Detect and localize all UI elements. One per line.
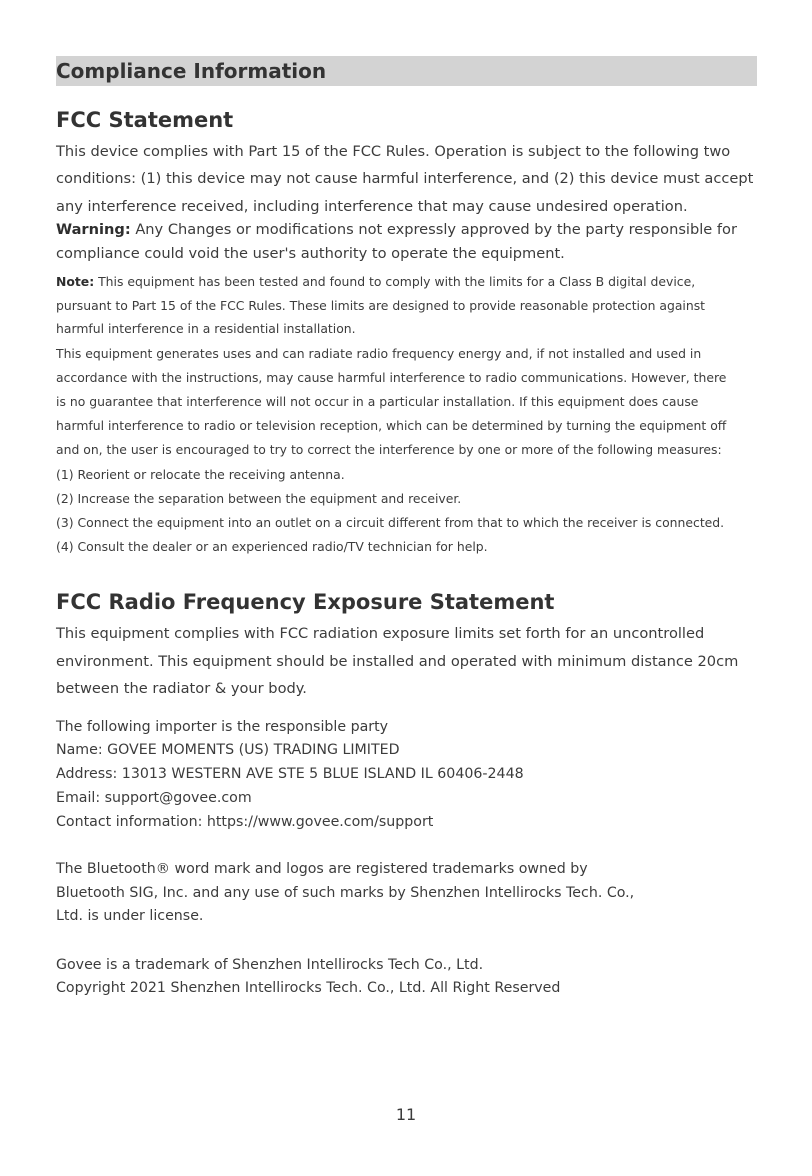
- warning-label: Warning:: [56, 221, 131, 238]
- note-body-line: harmful interference in a residential installation.: [56, 321, 356, 336]
- importer-email: Email: support@govee.com: [56, 790, 252, 806]
- note-label: Note:: [56, 274, 95, 289]
- measure-item: (4) Consult the dealer or an experienced radio/TV technician for help.: [56, 539, 488, 554]
- bluetooth-line: Ltd. is under license.: [56, 908, 204, 924]
- note-body-line: and on, the user is encouraged to try to correct the interference by one or more of the following measures:: [56, 442, 722, 457]
- measure-item: (1) Reorient or relocate the receiving antenna.: [56, 467, 345, 482]
- fcc-statement-heading: FCC Statement: [56, 108, 234, 132]
- bluetooth-line: Bluetooth SIG, Inc. and any use of such marks by Shenzhen Intellirocks Tech. Co.,: [56, 885, 635, 901]
- note-body-line: is no guarantee that interference will not occur in a particular installation. If this equipment does cause: [56, 394, 699, 409]
- note-body-line: harmful interference to radio or television reception, which can be determined by turning the equipment off: [56, 418, 727, 433]
- warning-line: [56, 221, 737, 238]
- measure-item: (3) Connect the equipment into an outlet on a circuit different from that to which the receiver is connected.: [56, 515, 725, 530]
- importer-intro: The following importer is the responsible party: [56, 719, 389, 735]
- note-text: This equipment has been tested and found to comply with the limits for a Class B digital device,: [94, 274, 696, 289]
- importer-address: Address: 13013 WESTERN AVE STE 5 BLUE ISLAND IL 60406-2448: [56, 766, 524, 782]
- measure-item: (2) Increase the separation between the equipment and receiver.: [56, 491, 462, 506]
- section-title: Compliance Information: [56, 59, 327, 83]
- warning-text: Any Changes or modifications not expressly approved by the party responsible for: [130, 221, 737, 238]
- fcc-paragraph-line: This device complies with Part 15 of the FCC Rules. Operation is subject to the following two: [56, 143, 731, 160]
- rf-paragraph-line: environment. This equipment should be installed and operated with minimum distance 20cm: [56, 653, 739, 670]
- note-line: [56, 274, 695, 289]
- page-number: 11: [395, 1105, 417, 1124]
- note-body-line: pursuant to Part 15 of the FCC Rules. These limits are designed to provide reasonable protection against: [56, 298, 706, 313]
- section-header: [56, 56, 757, 86]
- note-body-line: accordance with the instructions, may cause harmful interference to radio communications. However, there: [56, 370, 727, 385]
- note-body-line: This equipment generates uses and can radiate radio frequency energy and, if not installed and used in: [56, 346, 702, 361]
- warning-line-2: compliance could void the user's authority to operate the equipment.: [56, 245, 565, 262]
- trademark-line: Govee is a trademark of Shenzhen Intellirocks Tech Co., Ltd.: [56, 957, 484, 973]
- copyright-line: Copyright 2021 Shenzhen Intellirocks Tech. Co., Ltd. All Right Reserved: [56, 980, 561, 996]
- fcc-paragraph-line: any interference received, including interference that may cause undesired operation.: [56, 198, 688, 215]
- bluetooth-line: The Bluetooth® word mark and logos are registered trademarks owned by: [56, 861, 588, 877]
- fcc-paragraph-line: conditions: (1) this device may not cause harmful interference, and (2) this device must accept: [56, 170, 754, 187]
- rf-paragraph-line: between the radiator & your body.: [56, 680, 307, 697]
- rf-exposure-heading: FCC Radio Frequency Exposure Statement: [56, 590, 555, 614]
- importer-name: Name: GOVEE MOMENTS (US) TRADING LIMITED: [56, 742, 400, 758]
- importer-contact: Contact information: https://www.govee.com/support: [56, 814, 434, 830]
- rf-paragraph-line: This equipment complies with FCC radiation exposure limits set forth for an uncontrolled: [56, 625, 705, 642]
